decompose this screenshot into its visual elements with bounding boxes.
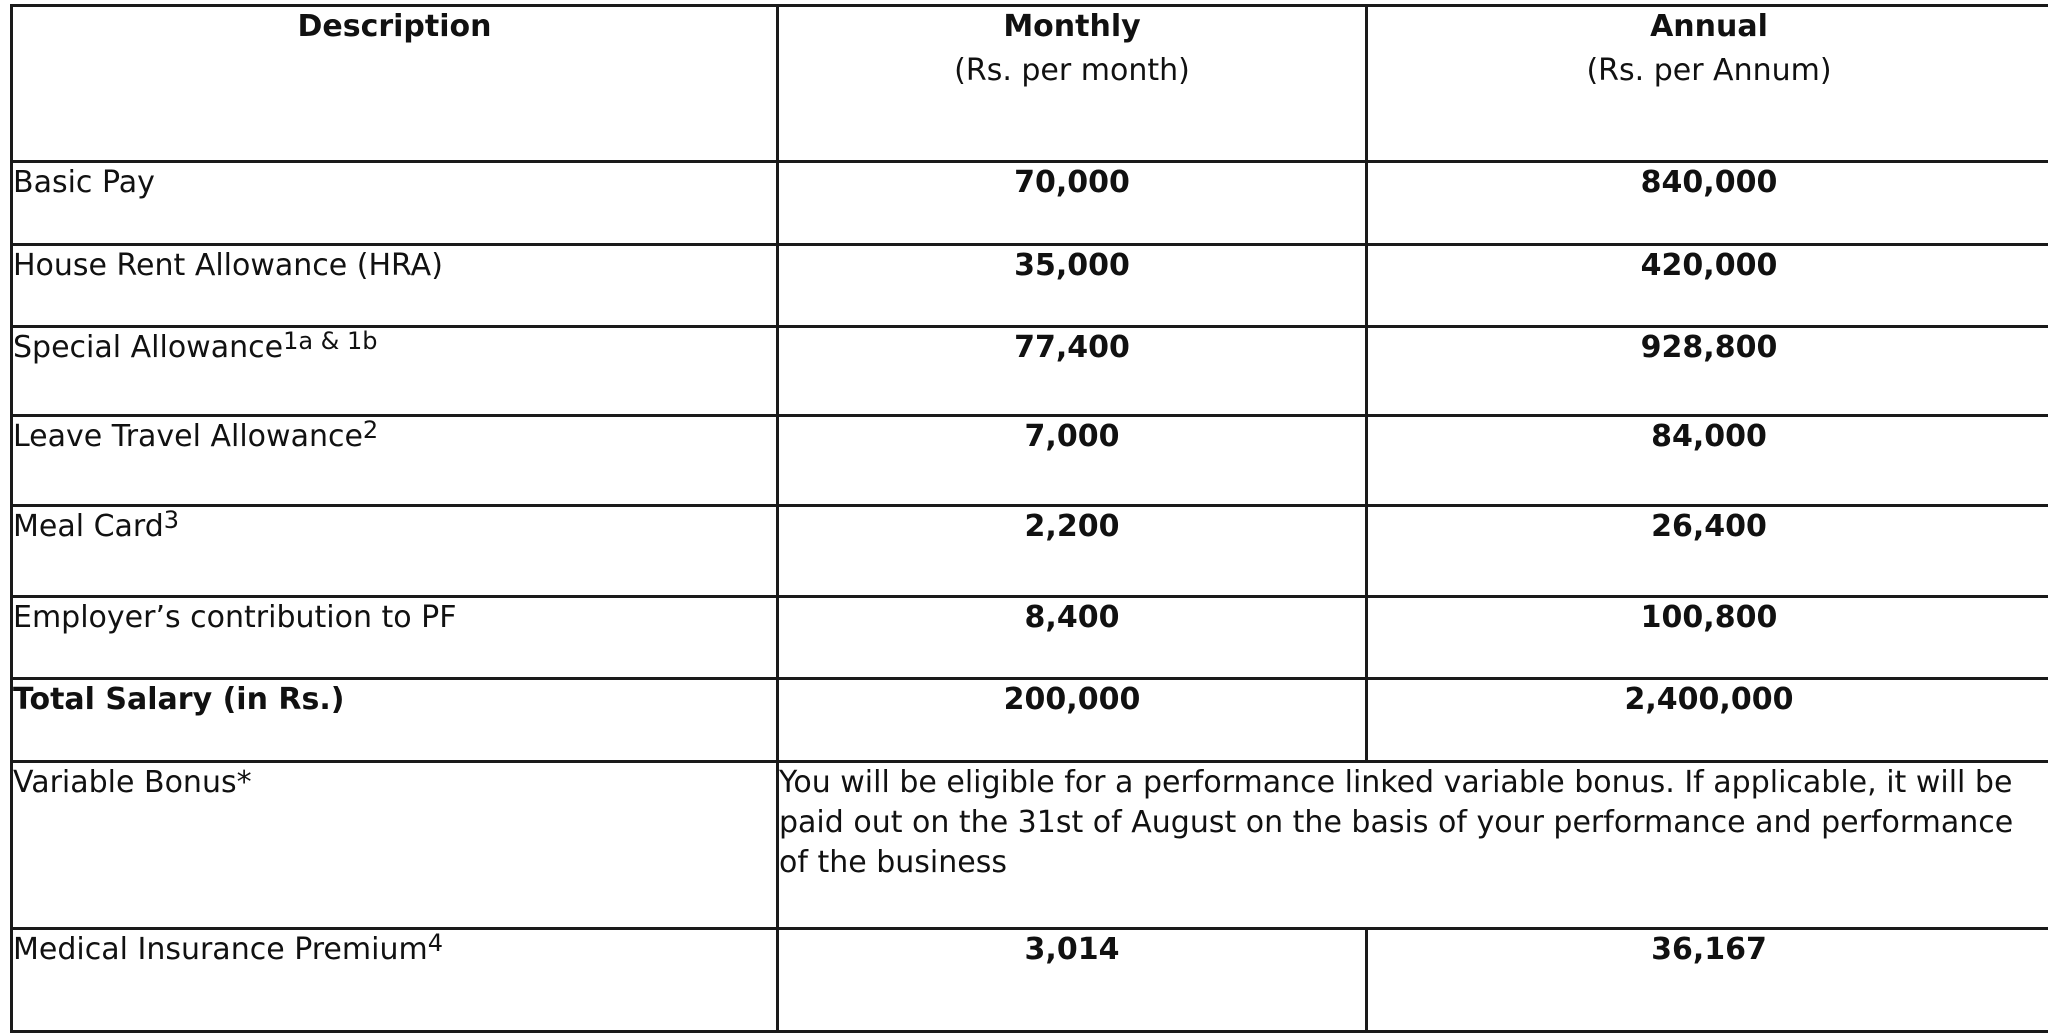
table-row-meal-card — [12, 506, 2048, 597]
footnote-ref: 3 — [164, 506, 179, 534]
row-annual: 928,800 — [1367, 327, 2048, 416]
row-description: Total Salary (in Rs.) — [13, 682, 344, 717]
row-monthly: 2,200 — [778, 506, 1367, 597]
table-header-row — [12, 6, 2048, 162]
header-description-label: Description — [297, 9, 491, 44]
table-row-employer-pf — [12, 597, 2048, 679]
row-description-cell — [12, 416, 778, 506]
row-annual: 2,400,000 — [1367, 679, 2048, 762]
table-row-medical-insurance — [12, 929, 2048, 1032]
row-annual: 36,167 — [1367, 929, 2048, 1032]
row-description: Meal Card — [13, 509, 164, 544]
row-monthly: 70,000 — [778, 162, 1367, 245]
row-monthly: 3,014 — [778, 929, 1367, 1032]
row-annual: 840,000 — [1367, 162, 2048, 245]
row-monthly: 77,400 — [778, 327, 1367, 416]
variable-bonus-note: You will be eligible for a performance linked variable bonus. If applicable, it will be paid out on the 31st of August on the basis of your performance and performance of the business — [778, 762, 2048, 929]
header-monthly-unit: (Rs. per month) — [779, 51, 1365, 91]
row-monthly: 7,000 — [778, 416, 1367, 506]
row-description: House Rent Allowance (HRA) — [13, 248, 443, 283]
row-description: Leave Travel Allowance — [13, 419, 363, 454]
table-row-variable-bonus — [12, 762, 2048, 929]
row-description-cell — [12, 327, 778, 416]
header-monthly — [778, 6, 1367, 162]
table-row-total-salary — [12, 679, 2048, 762]
row-description-cell — [12, 162, 778, 245]
table-row-hra — [12, 245, 2048, 327]
row-annual: 100,800 — [1367, 597, 2048, 679]
row-description: Special Allowance — [13, 330, 283, 365]
table-row-basic-pay — [12, 162, 2048, 245]
row-description-cell — [12, 245, 778, 327]
header-annual — [1367, 6, 2048, 162]
footnote-ref: 4 — [428, 929, 443, 957]
table-row-special-allowance — [12, 327, 2048, 416]
header-annual-unit: (Rs. per Annum) — [1368, 51, 2048, 91]
row-description-cell — [12, 597, 778, 679]
row-description-cell — [12, 762, 778, 929]
row-description: Variable Bonus* — [13, 765, 252, 800]
header-annual-label: Annual — [1650, 9, 1768, 44]
row-description-cell — [12, 679, 778, 762]
row-description: Employer’s contribution to PF — [13, 600, 457, 635]
row-description: Basic Pay — [13, 165, 155, 200]
row-annual: 420,000 — [1367, 245, 2048, 327]
table-row-leave-travel-allowance — [12, 416, 2048, 506]
footnote-ref: 2 — [363, 416, 378, 444]
row-description-cell — [12, 929, 778, 1032]
row-annual: 26,400 — [1367, 506, 2048, 597]
header-monthly-label: Monthly — [1003, 9, 1140, 44]
row-monthly: 35,000 — [778, 245, 1367, 327]
header-description — [12, 6, 778, 162]
salary-table — [10, 4, 2048, 1033]
row-monthly: 8,400 — [778, 597, 1367, 679]
row-description-cell — [12, 506, 778, 597]
footnote-ref: 1a & 1b — [283, 327, 377, 355]
row-description: Medical Insurance Premium — [13, 932, 428, 967]
row-annual: 84,000 — [1367, 416, 2048, 506]
row-monthly: 200,000 — [778, 679, 1367, 762]
